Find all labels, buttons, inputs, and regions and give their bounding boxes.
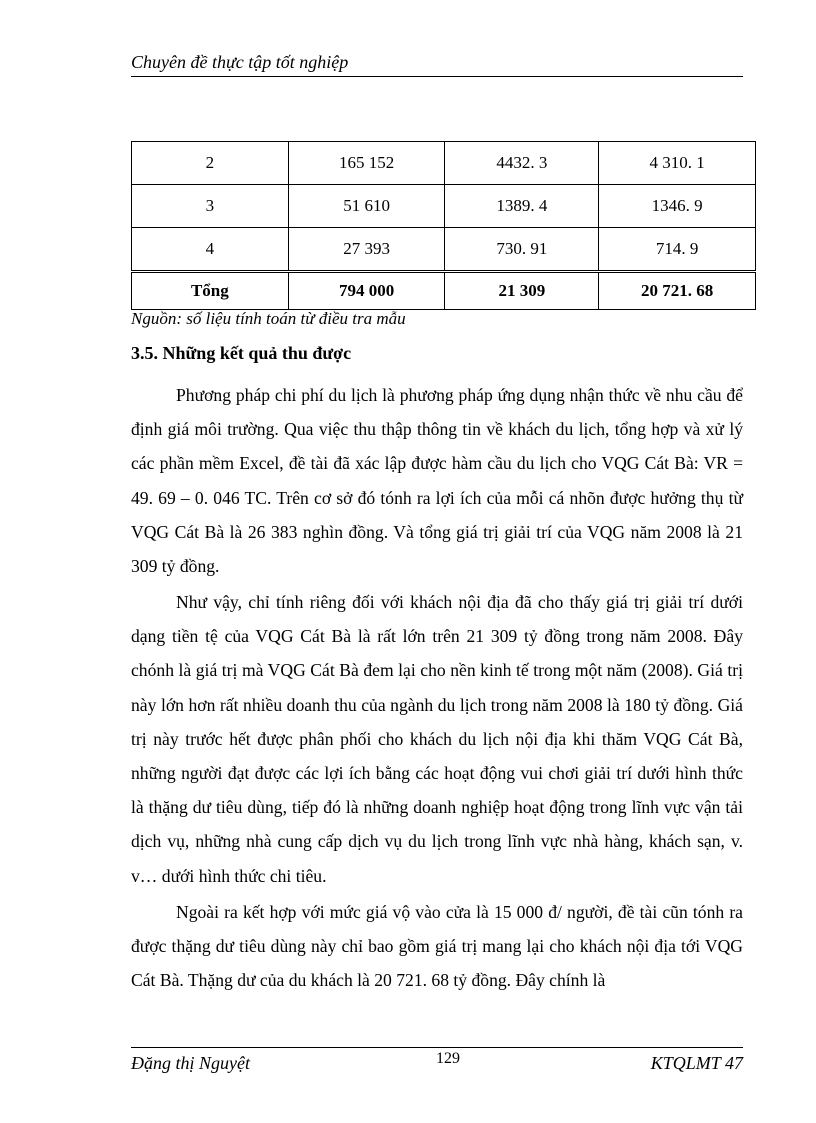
total-label: Tổng xyxy=(132,272,289,310)
total-cell: 21 309 xyxy=(445,272,599,310)
table-row xyxy=(132,185,756,228)
table-cell: 730. 91 xyxy=(445,228,599,272)
total-cell: 794 000 xyxy=(288,272,445,310)
page-footer xyxy=(131,1047,743,1078)
table-cell: 3 xyxy=(132,185,289,228)
paragraph-3: Ngoài ra kết hợp với mức giá vộ vào cửa là 15 000 đ/ người, đề tài cũn tónh ra được thặng dư tiêu dùng này chỉ bao gồm giá trị mang lại cho khách nội địa tới VQG Cát Bà. Thặng dư của du khách là 20 721. 68 tỷ đồng. Đây chính là xyxy=(131,902,743,991)
table-cell: 27 393 xyxy=(288,228,445,272)
total-cell: 20 721. 68 xyxy=(599,272,756,310)
table-cell: 165 152 xyxy=(288,142,445,185)
table-source-note: Nguồn: số liệu tính toán từ điều tra mẫu xyxy=(131,309,406,328)
footer-class-code: KTQLMT 47 xyxy=(650,1053,743,1073)
table-cell: 51 610 xyxy=(288,185,445,228)
paragraph-1: Phương pháp chi phí du lịch là phương pháp ứng dụng nhận thức về nhu cầu để định giá môi trường. Qua việc thu thập thông tin về khách du lịch, tổng hợp và xử lý các phần mềm Excel, đề tài đã xác lập được hàm cầu du lịch cho VQG Cát Bà: VR = 49. 69 – 0. 046 TC. Trên cơ sở đó tónh ra lợi ích của mỗi cá nhõn được hưởng thụ từ VQG Cát Bà là 26 383 nghìn đồng. Và tổng giá trị giải trí của VQG năm 2008 là 21 309 tỷ đồng. xyxy=(131,385,743,577)
table-cell: 2 xyxy=(132,142,289,185)
table-row xyxy=(132,142,756,185)
table-cell: 1346. 9 xyxy=(599,185,756,228)
table-cell: 714. 9 xyxy=(599,228,756,272)
page-header xyxy=(131,52,743,77)
footer-author: Đặng thị Nguyệt xyxy=(131,1053,250,1073)
data-table xyxy=(131,141,756,310)
table-cell: 1389. 4 xyxy=(445,185,599,228)
page-number: 129 xyxy=(436,1050,460,1067)
table-cell: 4432. 3 xyxy=(445,142,599,185)
table-cell: 4 310. 1 xyxy=(599,142,756,185)
table-row xyxy=(132,228,756,272)
table-total-row xyxy=(132,272,756,310)
document-title: Chuyên đề thực tập tốt nghiệp xyxy=(131,52,349,72)
section-heading: 3.5. Những kết quả thu được xyxy=(131,343,352,363)
table-cell: 4 xyxy=(132,228,289,272)
paragraph-2: Như vậy, chỉ tính riêng đối với khách nội địa đã cho thấy giá trị giải trí dưới dạng tiền tệ của VQG Cát Bà là rất lớn trên 21 309 tỷ đồng trong năm 2008. Đây chónh là giá trị mà VQG Cát Bà đem lại cho nền kinh tế trong một năm (2008). Giá trị này lớn hơn rất nhiều doanh thu của ngành du lịch trong năm 2008 là 180 tỷ đồng. Giá trị này trước hết được phân phối cho khách du lịch nội địa khi thăm VQG Cát Bà, những người đạt được các lợi ích bằng các hoạt động vui chơi giải trí dưới hình thức là thặng dư tiêu dùng, tiếp đó là những doanh nghiệp hoạt động trong lĩnh vực vận tải dịch vụ, những nhà cung cấp dịch vụ du lịch trong lĩnh vực nhà hàng, khách sạn, v. v… dưới hình thức chi tiêu. xyxy=(131,592,743,886)
